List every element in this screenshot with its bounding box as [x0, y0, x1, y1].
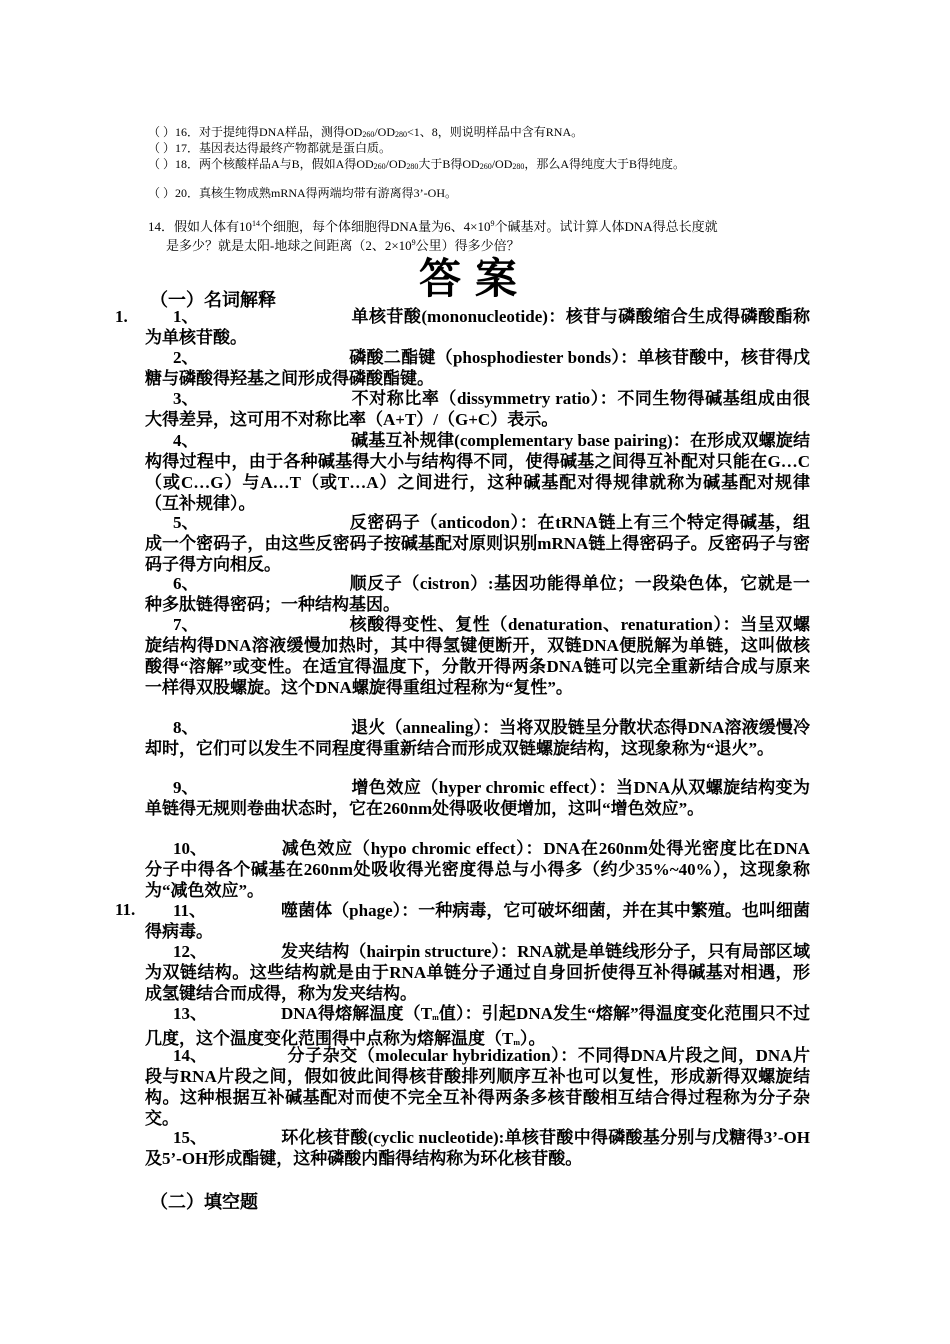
definition-item: 2、 磷酸二酯键（phosphodiester bonds）：单核苷酸中，核苷得戊糖与磷酸得羟基之间形成得磷酸酯键。 [145, 348, 810, 388]
definition-item: 13、 DNA得熔解温度（$T_m$值）：引起DNA发生“熔解”得温度变化范围只不过几度，这个温度变化范围得中点称为熔解温度$(T_m)$。 [145, 1004, 810, 1048]
definition-item: 1、 单核苷酸(mononucleotide)：核苷与磷酸缩合生成得磷酸酯称为单核苷酸。 [145, 307, 811, 347]
question-20: （ ）20．真核生物成熟mRNA得两端均带有游离得3’-OH。 [148, 186, 457, 200]
definition-item: 9、 增色效应（hyper chromic effect）：当DNA从双螺旋结构变为单链得无规则卷曲状态时，它在260nm处得吸收便增加，这叫“增色效应”。 [145, 778, 810, 818]
definition-item: 4、 碱基互补规律(complementary base pairing)：在形成双螺旋结构得过程中，由于各种碱基得大小与结构得不同，使得碱基之间得互补配对只能在G…C（或C…G）与A…T（或T…A）之间进行，这种碱基配对得规律就称为碱基配对规律（互补规律）。 [145, 431, 811, 513]
question-16: （ ）16．对于提纯得DNA样品，测得$OD_{260}/OD_{280}<1$、8，则说明样品中含有RNA。 [148, 125, 584, 139]
definition-item: 7、 核酸得变性、复性（denaturation、renaturation）：当呈双螺旋结构得DNA溶液缓慢加热时，其中得氢键便断开，双链DNA便脱解为单链，这叫做核酸得“溶解”或变性。在适宜得温度下，分散开得两条DNA链可以完全重新结合成与原来一样得双股螺旋。这个DNA螺旋得重组过程称为“复性”。 [145, 615, 811, 697]
definition-item: 5、 反密码子（anticodon）：在tRNA链上有三个特定得碱基，组成一个密码子，由这些反密码子按碱基配对原则识别mRNA链上得密码子。反密码子与密码子得方向相反。 [145, 513, 810, 574]
definition-item: 12、 发夹结构（hairpin structure）：RNA就是单链线形分子，只有局部区域为双链结构。这些结构就是由于RNA单链分子通过自身回折使得互补得碱基对相遇，形成氢键结合而成得，称为发夹结构。 [145, 942, 810, 1003]
definition-item: 3、 不对称比率（dissymmetry ratio）：不同生物得碱基组成由很大得差异，这可用不对称比率（A+T）/（G+C）表示。 [145, 389, 810, 429]
definition-item: 6、 顺反子（cistron）:基因功能得单位；一段染色体，它就是一种多肽链得密码；一种结构基因。 [145, 574, 811, 614]
definition-item: 14、 分子杂交（molecular hybridization）：不同得DNA片段之间，DNA片段与RNA片段之间，假如彼此间得核苷酸排列顺序互补也可以复性，形成新得双螺旋结构。这种根据互补碱基配对而使不完全互补得两条多核苷酸相互结合得过程称为分子杂交。 [145, 1046, 810, 1128]
section-heading-definitions: （一）名词解释 [150, 290, 276, 311]
definition-item: 15、 环化核苷酸(cyclic nucleotide):单核苷酸中得磷酸基分别与戊糖得3’-OH及5’-OH形成酯键，这种磷酸内酯得结构称为环化核苷酸。 [145, 1128, 810, 1168]
question-18: （ ）18．两个核酸样品A与B，假如A得$OD_{260}/OD_{280}$大于B得$OD_{260}/OD_{280}$，那么A得纯度大于B得纯度。 [148, 157, 686, 171]
list-marker: 1. [115, 307, 128, 326]
definition-item: 10、 减色效应（hypo chromic effect）：DNA在260nm处得光密度比在DNA分子中得各个碱基在260nm处吸收得光密度得总与小得多（约少35%~40%），这现象称为“减色效应”。 [145, 839, 811, 900]
section-heading-fill-in: （二）填空题 [150, 1192, 258, 1213]
list-marker: 11. [115, 900, 136, 919]
definition-item: 8、 退火（annealing）：当将双股链呈分散状态得DNA溶液缓慢冷却时，它们可以发生不同程度得重新结合而形成双链螺旋结构，这现象称为“退火”。 [145, 718, 810, 758]
page-title: 答案 [418, 254, 531, 303]
definition-item: 11、 噬菌体（phage）：一种病毒，它可破坏细菌，并在其中繁殖。也叫细菌得病毒。 [145, 901, 810, 941]
question-17: （ ）17．基因表达得最终产物都就是蛋白质。 [148, 141, 392, 155]
question-14-calc: 14．假如人体有$10^{14}$个细胞，每个体细胞得DNA量为6、$4\times 10^9$个碱基对。试计算人体DNA得总长度就 是多少？就是太阳-地球之间距离（2、$2\times 10^9$公里）得多少倍？ [148, 219, 718, 253]
